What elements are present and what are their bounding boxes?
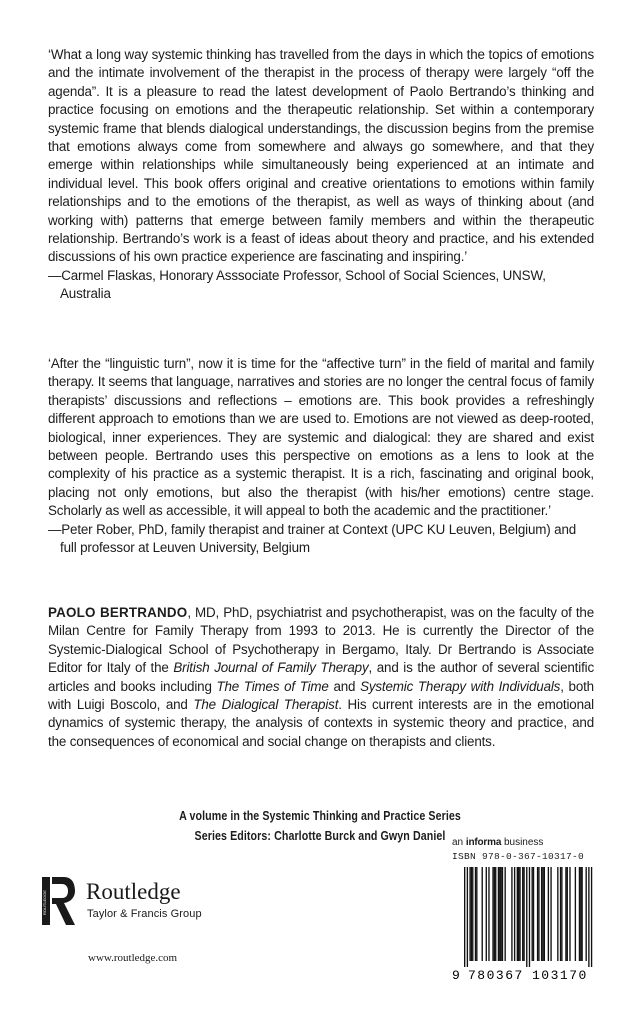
quote-2-attribution: —Peter Rober, PhD, family therapist and trainer at Context (UPC KU Leuven, Belgium) and full professor at Leuven University, Belgium <box>48 521 577 556</box>
barcode-bar <box>529 867 530 967</box>
tag-brand: informa <box>465 837 502 848</box>
book-title-2: Systemic Therapy with Individuals <box>360 678 561 694</box>
taylor-francis-group: Taylor & Francis Group <box>87 908 202 920</box>
barcode-bar <box>495 867 496 961</box>
barcode-bar <box>502 867 503 961</box>
author-bio-text <box>48 604 594 751</box>
barcode-bar <box>557 867 558 961</box>
author-name: PAOLO BERTRANDO <box>48 605 188 620</box>
barcode-bar <box>500 867 501 961</box>
quote-2-text: ‘After the “linguistic turn”, now it is time for the “affective turn” in the field of marital and family therapy. It seems that language, narratives and stories are no longer the central focus of family therapists’ discussions and reflections – emotions are. This book provides a refreshingly different approach to emotions than we are used to. Emotions are not viewed as deep-rooted, biological, inner experiences. They are systemic and dialogical: they are shared and exist between people. Bertrando uses this perspective on emotions as a lens to look at the complexity of his practice as a systemic therapist. It is a rich, fascinating and original book, placing not only emotions, but also the therapist (with his/her emotions) centre stage. Scholarly as well as accessible, it will appeal to both the academic and the practitioner.’ <box>48 356 594 519</box>
barcode-bar <box>548 867 549 961</box>
barcode-bar <box>492 867 493 961</box>
barcode-bar <box>475 867 476 961</box>
barcode-bar <box>486 867 487 961</box>
bio-part-5: . His current interests are in the emotional dynamics of systemic therapy, the analysis of contexts in systemic theory and practice, and the consequences of economical and social change on therapists and clients. <box>48 697 594 749</box>
barcode-bar <box>469 867 470 961</box>
barcode-bar <box>523 867 524 961</box>
barcode-bar <box>581 867 582 961</box>
routledge-wordmark: Routledge <box>86 879 181 904</box>
svg-text:ROUTLEDGE: ROUTLEDGE <box>42 890 47 915</box>
barcode-icon <box>450 865 600 983</box>
endorsement-quote-2 <box>48 355 594 557</box>
bio-part-1: , MD, PhD, psychiatrist and psychotherapist, was on the faculty of the Milan Centre for Family Therapy from 1993 to 2013. He is currently the Director of the Systemic-Dialogical School of Psychotherapy in Bergamo, Italy. Dr Bertrando is Associate Editor for Italy of the <box>48 605 594 676</box>
barcode-bar <box>498 867 499 961</box>
quote-1-attribution: —Carmel Flaskas, Honorary Asssociate Professor, School of Social Sciences, UNSW, Australia <box>48 267 546 302</box>
barcode-bar <box>580 867 581 961</box>
barcode-digits-right: 103170 <box>532 968 588 983</box>
barcode-bar <box>522 867 523 961</box>
barcode-bar <box>541 867 542 961</box>
series-title: A volume in the Systemic Thinking and Practice Series <box>179 808 461 823</box>
barcode-bar <box>586 867 587 961</box>
routledge-logo <box>42 875 232 935</box>
barcode-bar <box>526 867 527 967</box>
author-bio <box>48 604 594 751</box>
isbn-barcode <box>450 851 600 983</box>
barcode-bar <box>471 867 472 961</box>
barcode-bar <box>476 867 477 961</box>
bio-part-3: and <box>328 678 361 694</box>
barcode-bar <box>591 867 592 967</box>
endorsement-quote-1 <box>48 46 594 304</box>
barcode-bar <box>565 867 566 961</box>
barcode-bar <box>505 867 506 961</box>
barcode-bar <box>579 867 580 961</box>
barcode-bar <box>482 867 483 961</box>
barcode-bar <box>533 867 534 961</box>
barcode-bar <box>511 867 512 961</box>
barcode-bar <box>532 867 533 961</box>
barcode-bar <box>569 867 570 961</box>
barcode-bar <box>467 867 468 967</box>
barcode-bar <box>519 867 520 961</box>
barcode-digits-left: 780367 <box>468 968 524 983</box>
barcode-bar <box>560 867 561 961</box>
barcode-bar <box>494 867 495 961</box>
barcode-bar <box>464 867 465 967</box>
bio-part-4: , both with Luigi Boscolo, and <box>48 678 594 713</box>
isbn-label: ISBN 978-0-367-10317-0 <box>452 851 585 862</box>
barcode-bar <box>517 867 518 961</box>
book-title-1: The Times of Time <box>216 678 329 694</box>
book-title-3: The Dialogical Therapist <box>193 697 339 713</box>
barcode-bar <box>588 867 589 967</box>
barcode-bar <box>567 867 568 961</box>
barcode-bar <box>518 867 519 961</box>
tag-prefix: an <box>452 837 466 848</box>
barcode-bar <box>542 867 543 961</box>
barcode-bar <box>544 867 545 961</box>
barcode-bar <box>538 867 539 961</box>
barcode-bar <box>499 867 500 961</box>
barcode-bar <box>514 867 515 961</box>
informa-business-tag <box>452 837 543 848</box>
barcode-bar <box>472 867 473 961</box>
publisher-website: www.routledge.com <box>88 952 178 964</box>
barcode-bar <box>575 867 576 961</box>
barcode-bar <box>561 867 562 961</box>
quote-1-text: ‘What a long way systemic thinking has travelled from the days in which the topics of emotions and the intimate involvement of the therapist in the process of therapy were largely “off the agenda”. It is a pleasure to read the latest development of Paolo Bertrando’s thinking and practice focusing on emotions and the therapeutic relationship. Set within a contemporary systemic frame that blends dialogical understandings, the discussion begins from the premise that emotions always come from somewhere and always go somewhere, and that they emerge within relationships while simultaneously being experienced at an intimate and individual level. This book offers original and creative orientations to emotions within family relationships and to the emotions of the therapist, as well as ways of thinking about (and working with) patterns that emerge between family members and within the therapeutic relationship. Bertrando’s work is a feast of ideas about theory and practice, and his extended discussions of his own practice experience are fascinating and inspiring.’ <box>48 47 594 265</box>
barcode-digit-first: 9 <box>452 968 460 983</box>
tag-suffix: business <box>501 837 544 848</box>
bio-part-2: , and is the author of several scientific articles and books including <box>48 660 595 694</box>
barcode-bar <box>537 867 538 961</box>
routledge-mark-icon <box>42 875 76 927</box>
barcode-bar <box>550 867 551 961</box>
barcode-bar <box>488 867 489 961</box>
series-editors: Series Editors: Charlotte Burck and Gwyn Daniel <box>194 828 446 843</box>
journal-title: British Journal of Family Therapy <box>173 660 369 676</box>
